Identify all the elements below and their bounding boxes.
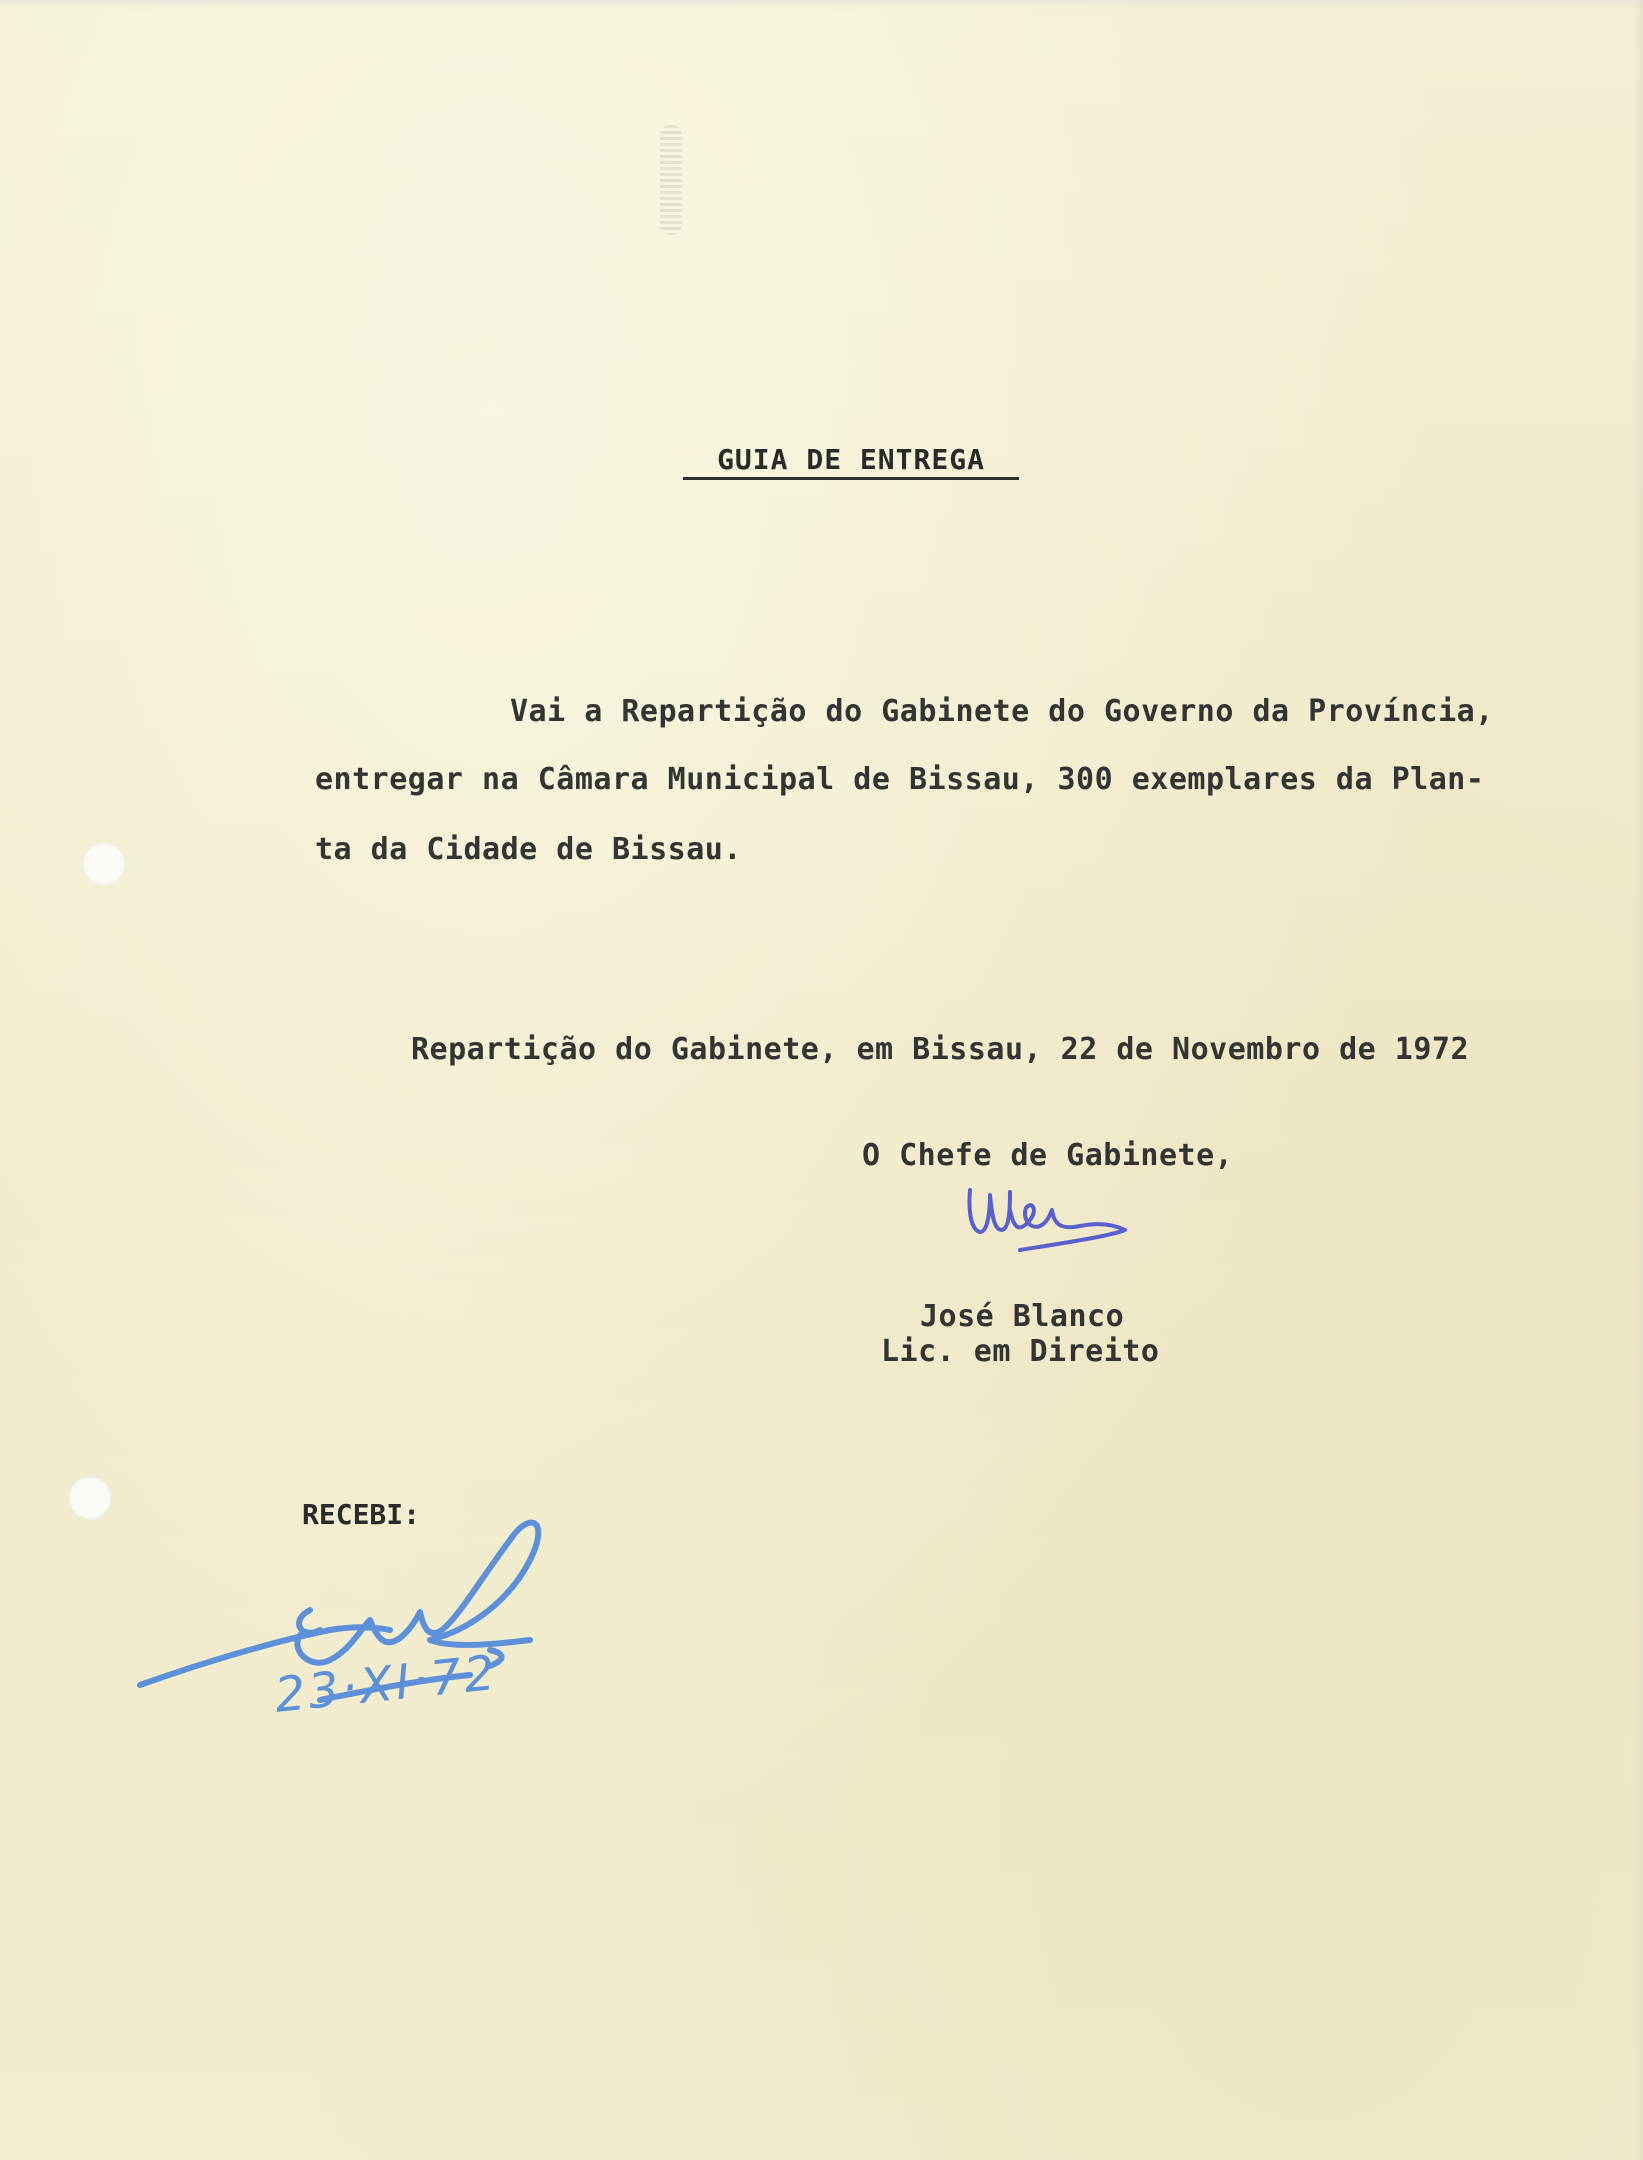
paper-smudge [660,125,682,235]
body-line-1: Vai a Repartição do Gabinete do Governo da Província, [510,694,1494,729]
body-line-3: ta da Cidade de Bissau. [315,832,742,867]
body-line-2: entregar na Câmara Municipal de Bissau, 300 exemplares da Plan- [315,762,1485,797]
document-title: GUIA DE ENTREGA [717,443,985,476]
closing-line: O Chefe de Gabinete, [862,1138,1234,1173]
received-date-handwritten: 23·XI·72 [272,1644,501,1724]
signatory-degree: Lic. em Direito [881,1334,1160,1369]
paper-right-edge [1635,0,1643,2160]
punch-hole-bottom [68,1476,112,1520]
signatory-name: José Blanco [920,1299,1125,1334]
chief-signature [940,1170,1140,1300]
title-underline [683,477,1019,480]
paper-top-edge [0,0,1643,10]
dateline: Repartição do Gabinete, em Bissau, 22 de Novembro de 1972 [411,1032,1470,1067]
received-label: RECEBI: [302,1498,421,1531]
punch-hole-top [82,842,126,886]
